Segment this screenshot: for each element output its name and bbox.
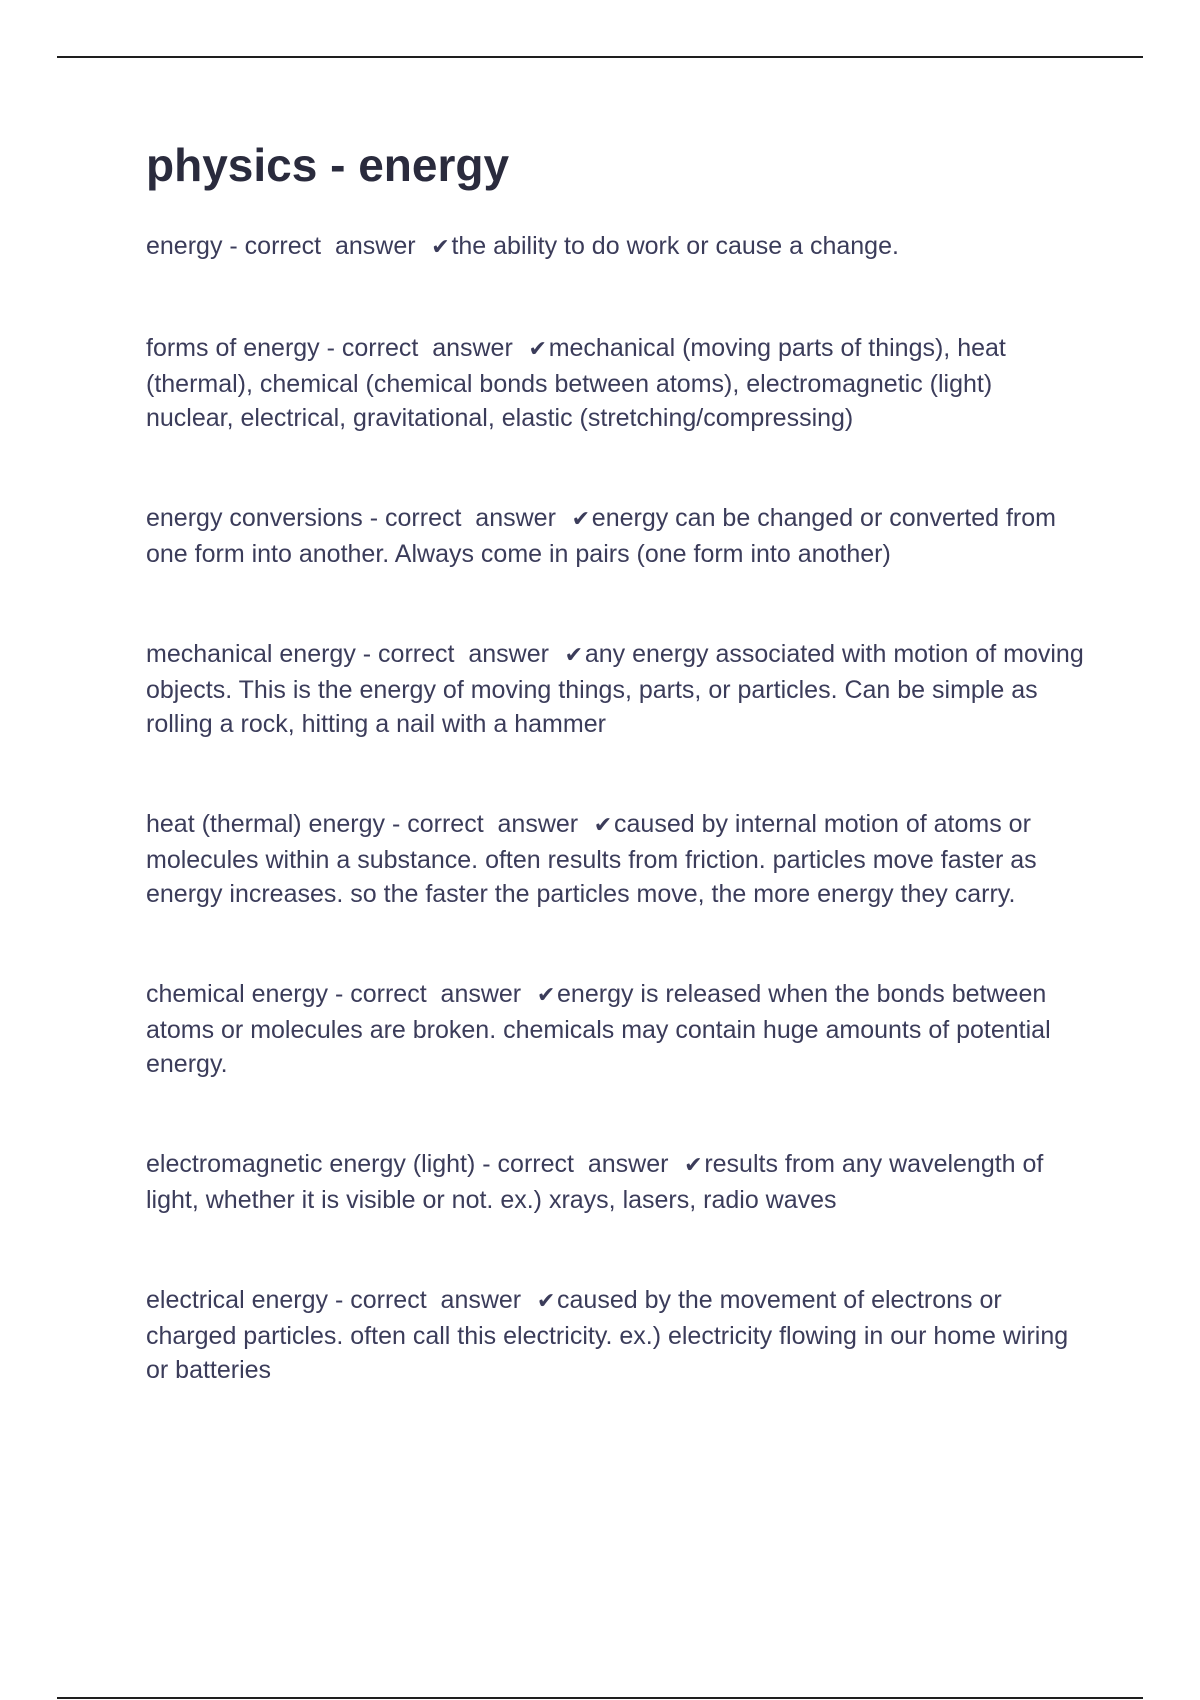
entry-term: mechanical energy xyxy=(146,639,356,668)
entry-term: electrical energy xyxy=(146,1285,329,1314)
page-title: physics - energy xyxy=(146,139,510,191)
entry-term: forms of energy xyxy=(146,333,320,362)
entry-forms-of-energy xyxy=(146,331,1086,435)
entry-energy-conversions xyxy=(146,501,1086,571)
checkmark-icon: ✔ xyxy=(536,1288,556,1314)
checkmark-icon: ✔ xyxy=(684,1152,703,1178)
checkmark-icon: ✔ xyxy=(571,506,591,532)
entry-definition: mechanical (moving parts of things), heat (thermal), chemical (chemical bonds between atoms), electromagnetic (light) nuclear, electrical, gravitational, elastic (stretching/compressing) xyxy=(146,333,1006,432)
entry-term: heat (thermal) energy xyxy=(146,809,386,838)
entry-term: chemical energy xyxy=(146,979,329,1008)
entry-term: energy conversions xyxy=(146,503,363,532)
entry-definition: caused by the movement of electrons or charged particles. often call this electricity. ex.) electricity flowing in our home wiring or batteries xyxy=(146,1285,1069,1384)
checkmark-icon: ✔ xyxy=(431,234,450,260)
checkmark-icon: ✔ xyxy=(593,812,613,838)
entry-separator: - correct answer xyxy=(328,979,536,1008)
entry-term: energy xyxy=(146,231,223,260)
checkmark-icon: ✔ xyxy=(564,642,584,668)
top-rule xyxy=(57,56,1143,58)
entry-definition: results from any wavelength of light, whether it is visible or not. ex.) xrays, lasers, radio waves xyxy=(146,1149,1044,1214)
entry-chemical-energy xyxy=(146,977,1086,1081)
entry-definition: the ability to do work or cause a change. xyxy=(451,231,899,260)
entry-separator: - correct answer xyxy=(355,639,563,668)
entry-separator: - correct answer xyxy=(222,231,430,260)
entry-energy xyxy=(146,229,1086,265)
entry-electromagnetic-energy xyxy=(146,1147,1086,1217)
document-body xyxy=(146,140,1086,1453)
entry-separator: - correct answer xyxy=(385,809,593,838)
entry-mechanical-energy xyxy=(146,637,1086,741)
entry-separator: - correct answer xyxy=(362,503,570,532)
entry-separator: - correct answer xyxy=(328,1285,536,1314)
entry-separator: - correct answer xyxy=(475,1149,683,1178)
entry-definition: any energy associated with motion of moving objects. This is the energy of moving things, parts, or particles. Can be simple as rolling a rock, hitting a nail with a hammer xyxy=(146,639,1084,738)
bottom-rule xyxy=(57,1697,1143,1699)
entry-definition: energy is released when the bonds between atoms or molecules are broken. chemicals may contain huge amounts of potential energy. xyxy=(146,979,1051,1078)
entry-definition: caused by internal motion of atoms or molecules within a substance. often results from friction. particles move faster as energy increases. so the faster the particles move, the more energy they carry. xyxy=(146,809,1037,908)
checkmark-icon: ✔ xyxy=(528,336,547,362)
entry-definition: energy can be changed or converted from one form into another. Always come in pairs (one form into another) xyxy=(146,503,1056,568)
entry-heat-thermal-energy xyxy=(146,807,1086,911)
checkmark-icon: ✔ xyxy=(536,982,556,1008)
entry-separator: - correct answer xyxy=(319,333,527,362)
entry-electrical-energy xyxy=(146,1283,1086,1387)
entry-term: electromagnetic energy (light) xyxy=(146,1149,476,1178)
